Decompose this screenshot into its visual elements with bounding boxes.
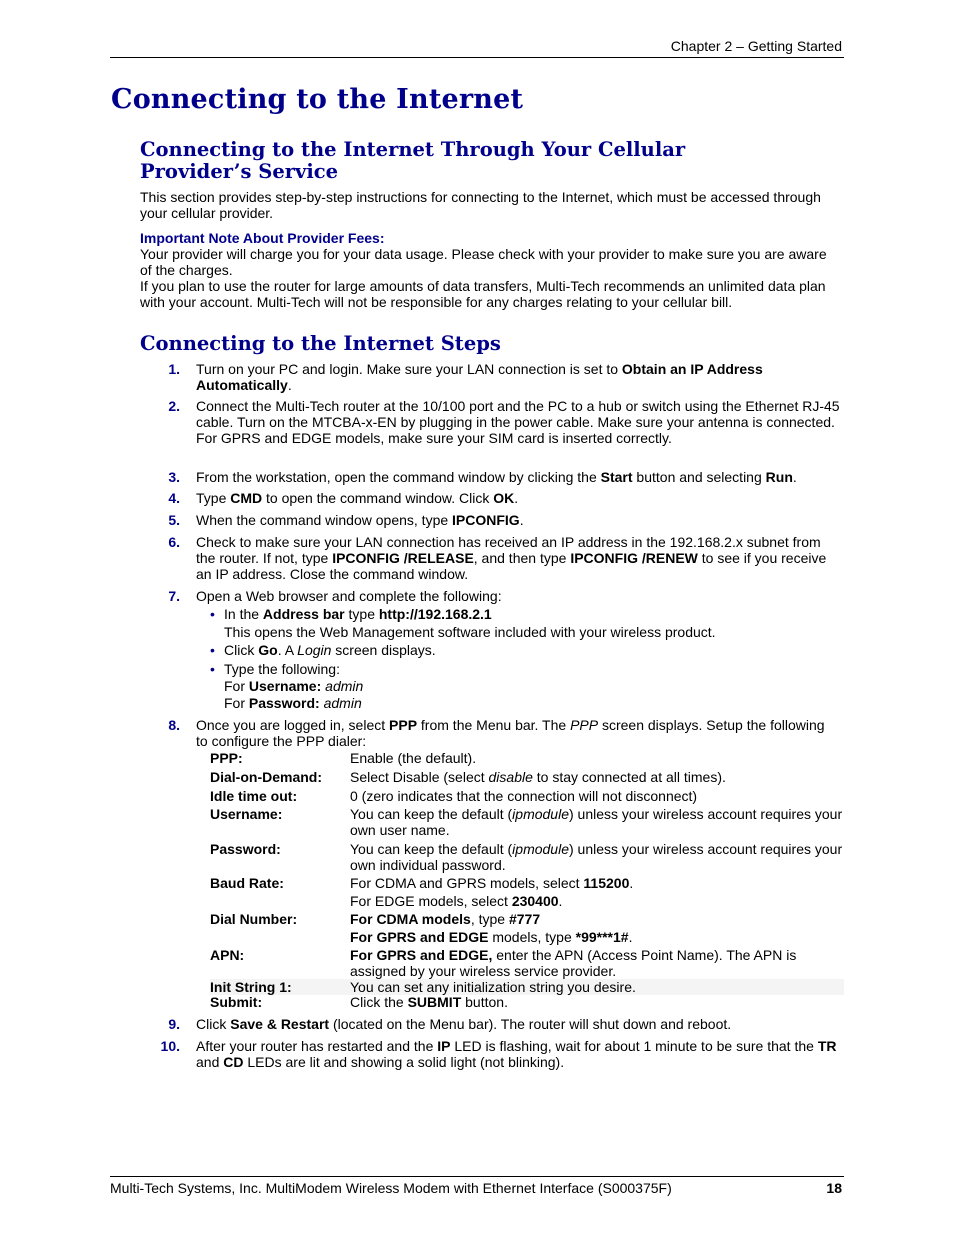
note-paragraph-2: If you plan to use the router for large amounts of data transfers, Multi-Tech recommends an unlimited data plan with your account. Multi-Tech will not be responsible for any charges relating to your cellular bill. xyxy=(140,278,826,310)
ppp-row: Dial-on-Demand: Select Disable (select disable to stay connected at all times). xyxy=(210,769,726,785)
step-number: 7. xyxy=(168,588,180,604)
ppp-row: Idle time out: 0 (zero indicates that the connection will not disconnect) xyxy=(210,788,698,804)
step-2: 2. Connect the Multi-Tech router at the 10/100 port and the PC to a hub or switch using the Ethernet RJ-45 cable. Turn on the MTCBA-x-EN by plugging in the power cable. Make sure your antenna is connected. For GPRS and EDGE models, make sure your SIM card is inserted correctly. xyxy=(140,398,840,446)
bullet-icon: • xyxy=(210,606,215,622)
ppp-row: Username: You can keep the default (ipmodule) unless your wireless account requires your own user name. xyxy=(210,806,843,838)
step-3: 3. From the workstation, open the command window by clicking the Start button and selecting Run. xyxy=(140,469,840,485)
section-heading-steps: Connecting to the Internet Steps xyxy=(140,332,501,355)
ppp-row: Init String 1: You can set any initialization string you desire. xyxy=(210,979,844,995)
ppp-row: PPP: Enable (the default). xyxy=(210,750,477,766)
step-1: 1. Turn on your PC and login. Make sure your LAN connection is set to Obtain an IP Address Automatically. xyxy=(140,361,840,393)
ppp-row: APN: For GPRS and EDGE, enter the APN (Access Point Name). The APN is assigned by your wireless service provider. xyxy=(210,947,797,979)
step-number: 1. xyxy=(168,361,180,377)
step-number: 2. xyxy=(168,398,180,414)
step-number: 10. xyxy=(160,1038,180,1054)
step-number: 4. xyxy=(168,490,180,506)
step-4: 4. Type CMD to open the command window. Click OK. xyxy=(140,490,840,506)
section-heading-line2: Provider’s Service xyxy=(140,160,339,183)
ppp-row: Submit: Click the SUBMIT button. xyxy=(210,994,508,1010)
bullet-item: • In the Address bar type http://192.168.2.1 This opens the Web Management software included with your wireless product. xyxy=(210,606,716,640)
page-number: 18 xyxy=(826,1180,842,1196)
running-header: Chapter 2 – Getting Started xyxy=(670,38,842,54)
bullet-icon: • xyxy=(210,642,215,658)
bullet-item: • Click Go. A Login screen displays. xyxy=(210,642,436,658)
provider-fees-note xyxy=(140,230,840,310)
step-number: 6. xyxy=(168,534,180,550)
section-heading-line1: Connecting to the Internet Through Your Cellular xyxy=(140,138,686,161)
footer-text: Multi-Tech Systems, Inc. MultiModem Wireless Modem with Ethernet Interface (S000375F) xyxy=(110,1180,672,1196)
note-title: Important Note About Provider Fees: xyxy=(140,230,385,246)
ppp-row: Password: You can keep the default (ipmodule) unless your wireless account requires your own individual password. xyxy=(210,841,843,873)
step-number: 5. xyxy=(168,512,180,528)
ppp-row: Baud Rate: For CDMA and GPRS models, select 115200. For EDGE models, select 230400. xyxy=(210,875,634,909)
section-heading-cellular xyxy=(140,139,685,183)
step-8: 8. Once you are logged in, select PPP from the Menu bar. The PPP screen displays. Setup the following to configure the PPP dialer: xyxy=(140,717,840,749)
bullet-icon: • xyxy=(210,661,215,677)
note-paragraph-1: Your provider will charge you for your data usage. Please check with your provider to make sure you are aware of the charges. xyxy=(140,246,827,278)
intro-paragraph: This section provides step-by-step instructions for connecting to the Internet, which must be accessed through your cellular provider. xyxy=(140,189,821,221)
step-10: 10. After your router has restarted and the IP LED is flashing, wait for about 1 minute to be sure that the TR and CD LEDs are lit and showing a solid light (not blinking). xyxy=(140,1038,840,1070)
step-number: 8. xyxy=(168,717,180,733)
step-9: 9. Click Save & Restart (located on the Menu bar). The router will shut down and reboot. xyxy=(140,1016,840,1032)
step-number: 3. xyxy=(168,469,180,485)
step-number: 9. xyxy=(168,1016,180,1032)
bullet-item: • Type the following: For Username: admin For Password: admin xyxy=(210,661,364,711)
page-title: Connecting to the Internet xyxy=(111,84,524,115)
step-5: 5. When the command window opens, type IPCONFIG. xyxy=(140,512,840,528)
step-7: 7. Open a Web browser and complete the following: • In the Address bar type http://192.168.2.1 This opens the Web Management software included with your wireless product. • Click Go. A Login screen displays. • Type the following: For Username: admin For Password: admin xyxy=(140,588,840,711)
header-rule xyxy=(110,57,844,58)
step-6: 6. Check to make sure your LAN connection has received an IP address in the 192.168.2.x subnet from the router. If not, type IPCONFIG /RELEASE, and then type IPCONFIG /RENEW to see if you receive an IP address. Close the command window. xyxy=(140,534,840,582)
ppp-row: Dial Number: For CDMA models, type #777 For GPRS and EDGE models, type *99***1#. xyxy=(210,911,633,945)
footer-rule xyxy=(110,1176,844,1177)
